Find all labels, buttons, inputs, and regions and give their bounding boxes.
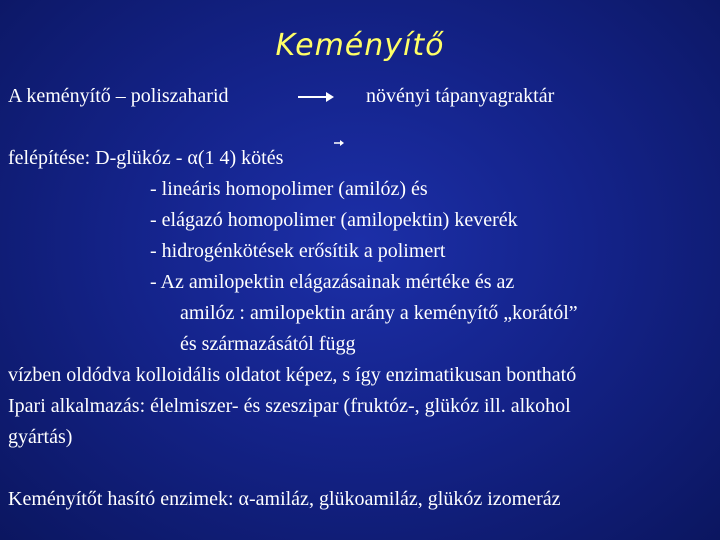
- bullet-amylopectin-a: - Az amilopektin elágazásainak mértéke és az: [150, 271, 515, 293]
- slide-title: Keményítő: [275, 28, 445, 63]
- enzymes-text: Keményítőt hasító enzimek: α-amiláz, glükoamiláz, glükóz izomeráz: [8, 488, 561, 510]
- right-arrow-icon: [298, 96, 332, 98]
- bullet-linear: - lineáris homopolimer (amilóz) és: [150, 178, 428, 200]
- bullet-branched: - elágazó homopolimer (amilopektin) keverék: [150, 209, 518, 231]
- intro-left-text: A keményítő – poliszaharid: [8, 85, 229, 107]
- intro-right-text: növényi tápanyagraktár: [366, 85, 555, 107]
- bullet-hydrogen: - hidrogénkötések erősítik a polimert: [150, 240, 446, 262]
- industry-text-2: gyártás): [8, 426, 73, 448]
- industry-text-1: Ipari alkalmazás: élelmiszer- és szeszipar (fruktóz-, glükóz ill. alkohol: [8, 395, 571, 417]
- bullet-amylopectin-b: amilóz : amilopektin arány a keményítő „korától”: [180, 302, 578, 324]
- water-text: vízben oldódva kolloidális oldatot képez, s így enzimatikusan bontható: [8, 364, 577, 386]
- bullet-amylopectin-c: és származásától függ: [180, 333, 356, 355]
- structure-text: felépítése: D-glükóz - α(1 4) kötés: [8, 147, 284, 169]
- bond-arrow-icon: [334, 139, 344, 149]
